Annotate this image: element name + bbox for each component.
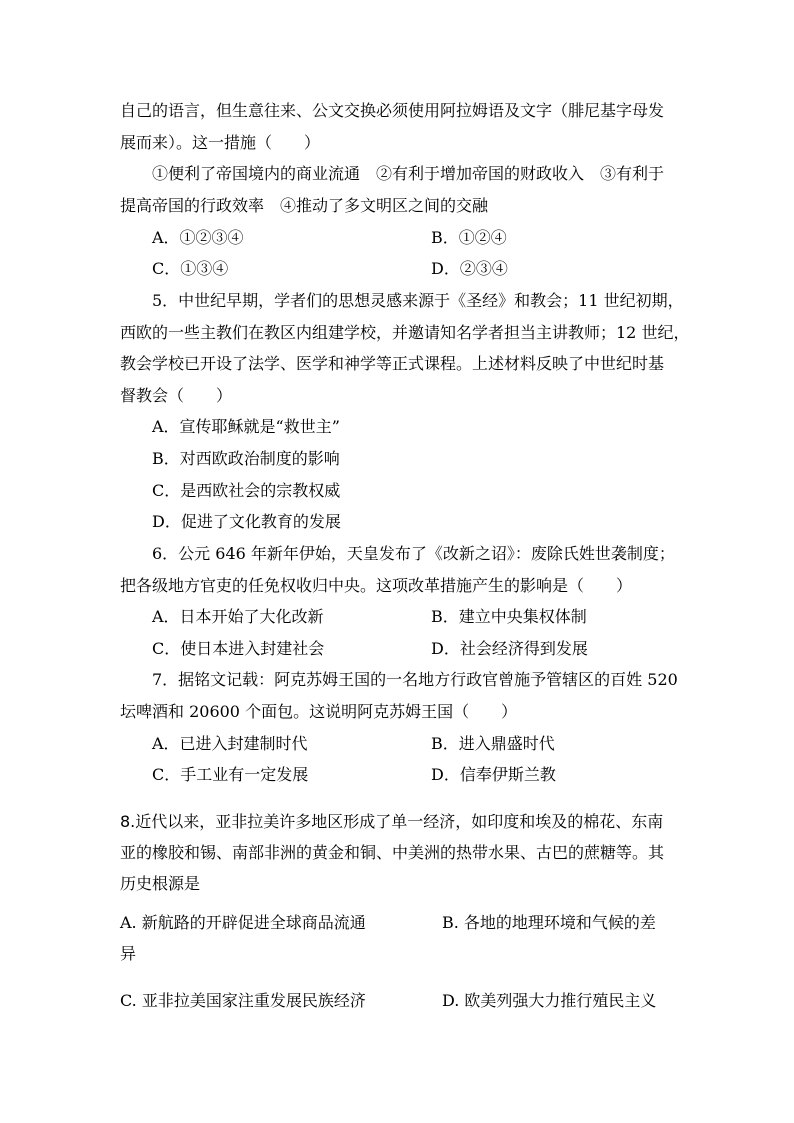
q8-option-b-wrap: 异	[120, 944, 137, 963]
q6-option-a: A．日本开始了大化改新	[152, 607, 324, 626]
q8-stem-line-2: 亚的橡胶和锡、南部非洲的黄金和铜、中美洲的热带水果、古巴的蔗糖等。其	[120, 843, 665, 862]
q7-option-c: C．手工业有一定发展	[152, 765, 309, 784]
q8-stem-line-3: 历史根源是	[120, 874, 201, 893]
q6-option-d: D．社会经济得到发展	[431, 639, 588, 658]
q4-items-line-1: ①便利了帝国境内的商业流通 ②有利于增加帝国的财政收入 ③有利于	[152, 164, 665, 183]
q8-stem-line-1: 8.近代以来，亚非拉美许多地区形成了单一经济，如印度和埃及的棉花、东南	[120, 812, 664, 831]
q7-stem-line-2: 坛啤酒和 20600 个面包。这说明阿克苏姆王国（ ）	[120, 702, 518, 721]
q6-option-b: B．建立中央集权体制	[431, 607, 587, 626]
q7-stem-line-1: 7．据铭文记载：阿克苏姆王国的一名地方行政官曾施予管辖区的百姓 520	[152, 670, 678, 689]
q5-option-d: D．促进了文化教育的发展	[152, 512, 341, 531]
q4-stem-line-1: 自己的语言，但生意往来、公文交换必须使用阿拉姆语及文字（腓尼基字母发	[120, 101, 665, 120]
q8-option-b: B. 各地的地理环境和气候的差	[442, 913, 656, 932]
q4-option-c: C．①③④	[152, 259, 229, 278]
q5-option-b: B．对西欧政治制度的影响	[152, 449, 340, 468]
q5-stem-line-2: 西欧的一些主教们在教区内组建学校，并邀请知名学者担当主讲教师；12 世纪，	[120, 323, 690, 342]
q5-stem-line-1: 5．中世纪早期，学者们的思想灵感来源于《圣经》和教会；11 世纪初期，	[152, 291, 684, 310]
q5-option-c: C．是西欧社会的宗教权威	[152, 481, 341, 500]
q5-option-a: A．宣传耶稣就是“救世主”	[152, 417, 340, 436]
q7-option-b: B．进入鼎盛时代	[431, 734, 555, 753]
q5-stem-line-3: 教会学校已开设了法学、医学和神学等正式课程。上述材料反映了中世纪时基	[120, 354, 665, 373]
q4-option-d: D．②③④	[431, 259, 508, 278]
q4-items-line-2: 提高帝国的行政效率 ④推动了多文明区之间的交融	[120, 196, 489, 215]
q6-stem-line-1: 6．公元 646 年新年伊始，天皇发布了《改新之诏》：废除氏姓世袭制度；	[152, 544, 675, 563]
q6-stem-line-2: 把各级地方官吏的任免权收归中央。这项改革措施产生的影响是（ ）	[120, 576, 633, 595]
q4-option-b: B．①②④	[431, 228, 507, 247]
q5-stem-line-4: 督教会（ ）	[120, 386, 233, 405]
q7-option-a: A．已进入封建制时代	[152, 734, 308, 753]
q4-option-a: A．①②③④	[152, 228, 244, 247]
q6-option-c: C．使日本进入封建社会	[152, 639, 325, 658]
q7-option-d: D．信奉伊斯兰教	[431, 765, 556, 784]
q4-stem-line-2: 展而来）。这一措施（ ）	[120, 133, 321, 152]
q8-option-d: D. 欧美列强大力推行殖民主义	[442, 991, 657, 1010]
q8-option-a: A. 新航路的开辟促进全球商品流通	[120, 913, 366, 932]
q8-option-c: C. 亚非拉美国家注重发展民族经济	[120, 991, 366, 1010]
